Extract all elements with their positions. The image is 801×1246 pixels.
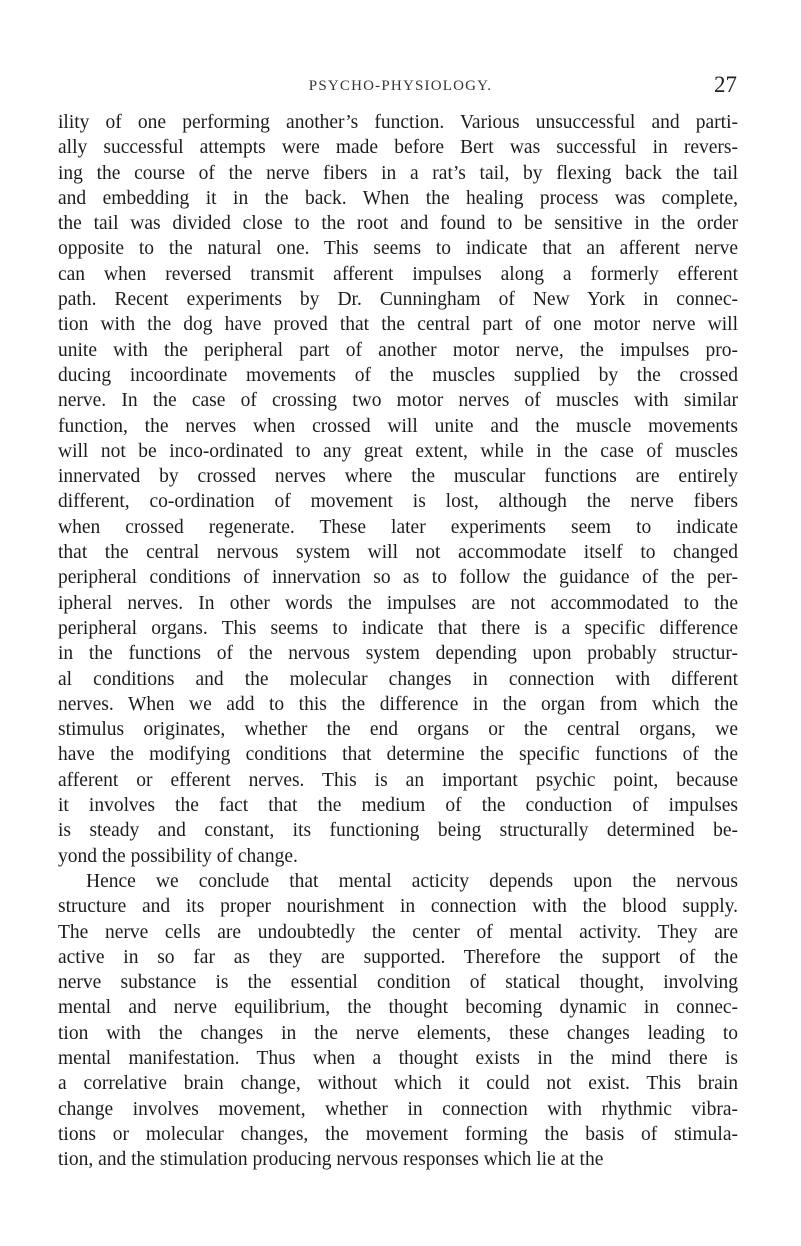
text-line: peripheral conditions of innervation so as to follow the guidance of the per- xyxy=(58,567,738,589)
text-line: in the functions of the nervous system depending upon probably structur- xyxy=(58,643,738,665)
text-line: and embedding it in the back. When the healing process was complete, xyxy=(58,187,738,209)
running-head xyxy=(0,72,801,102)
text-line: structure and its proper nourishment in connection with the blood supply. xyxy=(58,896,738,918)
text-line: have the modifying conditions that determine the specific functions of the xyxy=(58,744,738,766)
text-line: ducing incoordinate movements of the muscles supplied by the crossed xyxy=(58,364,738,386)
text-line: tion, and the stimulation producing nervous responses which lie at the xyxy=(58,1149,604,1171)
text-line: it involves the fact that the medium of the conduction of impulses xyxy=(58,795,738,817)
text-line: nerve substance is the essential condition of statical thought, involving xyxy=(58,972,738,994)
text-line: active in so far as they are supported. Therefore the support of the xyxy=(58,946,738,968)
text-line: innervated by crossed nerves where the muscular functions are entirely xyxy=(58,466,738,488)
text-line: al conditions and the molecular changes in connection with different xyxy=(58,668,738,690)
text-line: peripheral organs. This seems to indicate that there is a specific difference xyxy=(58,617,738,639)
text-line: ally successful attempts were made before Bert was successful in revers- xyxy=(58,137,738,159)
text-line: is steady and constant, its functioning being structurally determined be- xyxy=(58,820,738,842)
text-line: yond the possibility of change. xyxy=(58,845,298,867)
text-line: will not be inco-ordinated to any great extent, while in the case of muscles xyxy=(58,440,738,462)
text-line: tion with the dog have proved that the central part of one motor nerve will xyxy=(58,314,738,336)
text-line: that the central nervous system will not accommodate itself to changed xyxy=(58,542,738,564)
body-text xyxy=(58,110,738,1172)
text-line: can when reversed transmit afferent impulses along a formerly efferent xyxy=(58,263,738,285)
text-line: change involves movement, whether in connection with rhythmic vibra- xyxy=(58,1098,738,1120)
text-line: ility of one performing another’s function. Various unsuccessful and parti- xyxy=(58,112,738,133)
text-line: when crossed regenerate. These later experiments seem to indicate xyxy=(58,516,738,538)
text-line: different, co-ordination of movement is lost, although the nerve fibers xyxy=(58,491,738,513)
text-line: a correlative brain change, without which it could not exist. This brain xyxy=(58,1073,738,1095)
paragraph xyxy=(58,869,738,1173)
text-line: nerves. When we add to this the difference in the organ from which the xyxy=(58,693,738,715)
text-line: ing the course of the nerve fibers in a rat’s tail, by flexing back the tail xyxy=(58,162,738,184)
text-line: the tail was divided close to the root and found to be sensitive in the order xyxy=(58,213,738,235)
text-line: opposite to the natural one. This seems to indicate that an afferent nerve xyxy=(58,238,738,260)
text-line: afferent or efferent nerves. This is an important psychic point, because xyxy=(58,769,738,791)
text-line: nerve. In the case of crossing two motor nerves of muscles with similar xyxy=(58,390,738,412)
running-title: PSYCHO-PHYSIOLOGY. xyxy=(308,78,493,94)
text-line: function, the nerves when crossed will unite and the muscle movements xyxy=(58,415,738,437)
text-line: mental and nerve equilibrium, the thought becoming dynamic in connec- xyxy=(58,997,738,1019)
text-line: stimulus originates, whether the end organs or the central organs, we xyxy=(58,719,738,741)
text-line: unite with the peripheral part of another motor nerve, the impulses pro- xyxy=(58,339,738,361)
text-line: path. Recent experiments by Dr. Cunningham of New York in connec- xyxy=(58,289,738,311)
text-line: The nerve cells are undoubtedly the center of mental activity. They are xyxy=(58,921,738,943)
text-line: ipheral nerves. In other words the impulses are not accommodated to the xyxy=(58,592,738,614)
paragraph xyxy=(58,110,738,869)
text-line: Hence we conclude that mental acticity depends upon the nervous xyxy=(86,870,738,892)
text-line: mental manifestation. Thus when a thought exists in the mind there is xyxy=(58,1047,738,1069)
text-line: tions or molecular changes, the movement forming the basis of stimula- xyxy=(58,1123,738,1145)
page-number: 27 xyxy=(714,72,737,97)
text-line: tion with the changes in the nerve elements, these changes leading to xyxy=(58,1022,738,1044)
